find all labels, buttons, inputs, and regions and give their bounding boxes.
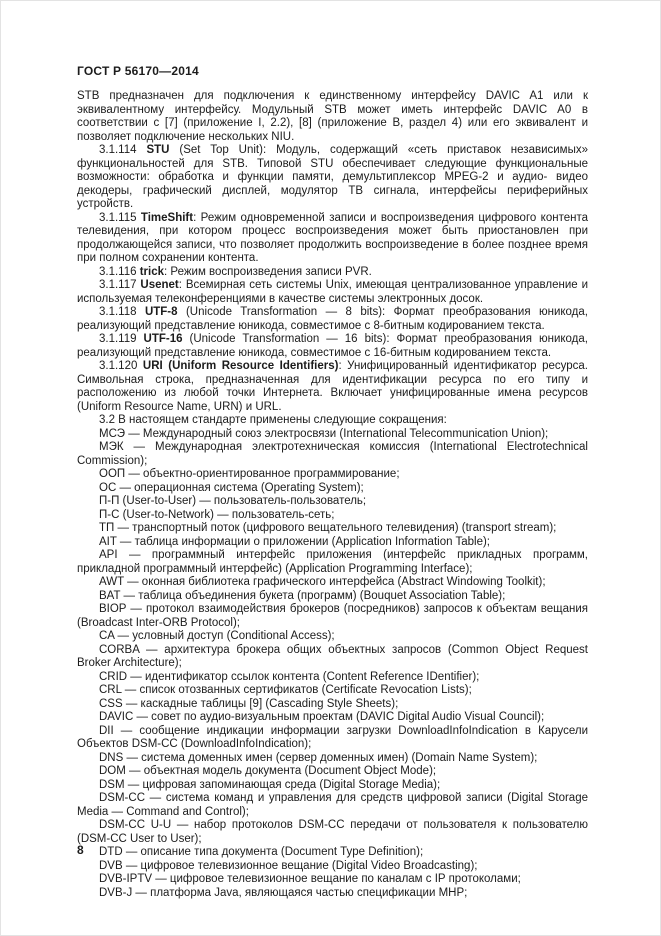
- paragraph: [77, 698, 588, 712]
- paragraph: [77, 684, 588, 698]
- paragraph: [77, 873, 588, 887]
- text-segment: (Unicode Transformation — 8 bits): Формат преобразования юникода, реализующий представление юникода, совместимое с 8-битным кодированием текста.: [77, 306, 588, 332]
- text-segment: DTD — описание типа документа (Document Type Definition);: [99, 846, 424, 858]
- text-segment: : Режим одновременной записи и воспроизведения цифрового контента телевидения, при котором процесс воспроизведения может быть приостановлен при продолжающейся записи, что позволяет продолжить воспроизведение в более позднее время при полном сохранении контента.: [77, 211, 588, 264]
- text-segment: DVB — цифровое телевизионное вещание (Digital Video Broadcasting);: [99, 859, 478, 872]
- paragraph: [77, 792, 588, 819]
- text-segment: DNS — система доменных имен (сервер доменных имен) (Domain Name System);: [99, 751, 538, 764]
- term-bold: URI (Uniform Resource Identifiers): [142, 360, 339, 372]
- paragraph: [77, 644, 588, 671]
- paragraph: [77, 212, 588, 266]
- paragraph: [77, 144, 588, 212]
- paragraph: [77, 887, 588, 901]
- term-bold: UTF-16: [143, 333, 183, 345]
- paragraph: [77, 482, 588, 496]
- paragraph: [77, 711, 588, 725]
- paragraph: [77, 846, 588, 860]
- paragraph: [77, 333, 588, 360]
- text-segment: DII — сообщение индикации информации загрузки DownloadInfoIndication в Карусели Объектов DSM-CC (DownloadInfoIndication);: [77, 724, 588, 750]
- text-segment: 3.1.118: [99, 306, 145, 318]
- term-bold: trick: [139, 265, 165, 278]
- text-segment: 3.1.115: [99, 211, 141, 224]
- text-segment: API — программный интерфейс приложения (интерфейс прикладных программ, прикладной программный интерфейс) (Application Programming Interface);: [77, 549, 588, 575]
- text-segment: AWT — оконная библиотека графического интерфейса (Abstract Windowing Toolkit);: [99, 576, 546, 588]
- paragraph: [77, 279, 588, 306]
- text-segment: BAT — таблица объединения букета (программ) (Bouquet Association Table);: [99, 589, 506, 602]
- text-segment: 3.1.114: [99, 144, 147, 156]
- paragraph: [77, 414, 588, 428]
- paragraph: [77, 441, 588, 468]
- term-bold: TimeShift: [140, 211, 194, 224]
- text-segment: (Unicode Transformation — 16 bits): Формат преобразования юникода, реализующий представление юникода, совместимое с 16-битным кодированием текста.: [77, 333, 588, 359]
- term-bold: UTF-8: [144, 306, 178, 318]
- document-header: ГОСТ Р 56170—2014: [77, 64, 199, 78]
- text-segment: МЭК — Международная электротехническая комиссия (International Electrotechnical Commission);: [77, 441, 588, 467]
- text-segment: DSM-CC U-U — набор протоколов DSM-CC передачи от пользователя к пользователю (DSM-CC User to User);: [77, 819, 588, 845]
- text-segment: : Унифицированный идентификатор ресурса. Символьная строка, предназначенная для идентификации ресурса по его типу и расположению из любой точки Интернета. Включает унифицированные имена ресурсов (Uniform Resource Name, URN) и URL.: [77, 360, 588, 413]
- paragraph: [77, 549, 588, 576]
- paragraph: [77, 306, 588, 333]
- paragraph: [77, 752, 588, 766]
- paragraph: [77, 630, 588, 644]
- text-segment: DVB-IPTV — цифровое телевизионное вещание по каналам с IP протоколами;: [99, 873, 521, 885]
- text-segment: 3.1.120: [99, 360, 143, 372]
- text-segment: BIOP — протокол взаимодействия брокеров (посредников) запросов к объектам вещания (Broadcast Inter-ORB Protocol);: [77, 603, 588, 629]
- paragraph: [77, 468, 588, 482]
- text-segment: 3.2 В настоящем стандарте применены следующие сокращения:: [99, 414, 447, 426]
- term-bold: Usenet: [140, 279, 179, 291]
- text-segment: DSM — цифровая запоминающая среда (Digital Storage Media);: [99, 778, 441, 791]
- paragraph: [77, 779, 588, 793]
- text-segment: 3.1.117: [99, 279, 141, 291]
- paragraph: [77, 509, 588, 523]
- text-segment: AIT — таблица информации о приложении (Application Information Table);: [99, 535, 490, 548]
- paragraph: [77, 522, 588, 536]
- text-segment: STB предназначен для подключения к единственному интерфейсу DAVIC A1 или к эквивалентному интерфейсу. Модульный STB может иметь интерфейс DAVIC A0 в соответствии с [7] (приложение I, 2.2), [8] (приложение B, раздел 4) или его эквивалент и позволяет подключение нескольких NIU.: [77, 90, 588, 143]
- text-segment: CSS — каскадные таблицы [9] (Cascading Style Sheets);: [99, 697, 399, 710]
- text-segment: (Set Top Unit): Модуль, содержащий «сеть приставок независимых» функциональностей для STB. Типовой STU обеспечивает следующие функциональные возможности: обработка и функции памяти, демультиплексор MPEG-2 и аудио- видео декодеры, графический дисплей, модулятор ТВ сигнала, интерфейсы периферийных устройств.: [77, 144, 588, 210]
- paragraph: [77, 860, 588, 874]
- text-segment: П-П (User-to-User) — пользователь-пользователь;: [99, 495, 367, 507]
- text-segment: CRL — список отозванных сертификатов (Certificate Revocation Lists);: [99, 684, 472, 696]
- paragraph: [77, 765, 588, 779]
- document-body: [77, 90, 588, 900]
- text-segment: МСЭ — Международный союз электросвязи (International Telecommunication Union);: [99, 427, 549, 440]
- paragraph: [77, 360, 588, 414]
- text-segment: 3.1.116: [99, 265, 140, 278]
- text-segment: DOM — объектная модель документа (Document Object Mode);: [99, 765, 437, 777]
- text-segment: ТП — транспортный поток (цифрового вещательного телевидения) (transport stream);: [99, 522, 557, 534]
- text-segment: : Всемирная сеть системы Unix, имеющая централизованное управление и используемая телеконференциями в качестве системы электронных досок.: [77, 279, 588, 305]
- text-segment: DVB-J — платформа Java, являющаяся частью спецификации MHP;: [99, 886, 468, 899]
- text-segment: DSM-CC — система команд и управления для средств цифровой записи (Digital Storage Media — Command and Control);: [77, 792, 588, 818]
- paragraph: [77, 266, 588, 280]
- paragraph: [77, 671, 588, 685]
- text-segment: CRID — идентификатор ссылок контента (Content Reference IDentifier);: [99, 670, 480, 683]
- paragraph: [77, 819, 588, 846]
- text-segment: ОС — операционная система (Operating System);: [99, 481, 364, 494]
- text-segment: CORBA — архитектура брокера общих объектных запросов (Common Object Request Broker Architecture);: [77, 643, 588, 669]
- page-number: 8: [77, 843, 84, 857]
- text-segment: ООП — объектно-ориентированное программирование;: [99, 468, 400, 480]
- paragraph: [77, 495, 588, 509]
- term-bold: STU: [146, 144, 170, 156]
- paragraph: [77, 536, 588, 550]
- text-segment: DAVIC — совет по аудио-визуальным проектам (DAVIC Digital Audio Visual Council);: [99, 711, 545, 723]
- text-segment: 3.1.119: [99, 333, 144, 345]
- text-segment: П-С (User-to-Network) — пользователь-сеть;: [99, 508, 335, 521]
- text-segment: CA — условный доступ (Conditional Access);: [99, 630, 335, 642]
- paragraph: [77, 428, 588, 442]
- paragraph: [77, 725, 588, 752]
- paragraph: [77, 90, 588, 144]
- paragraph: [77, 603, 588, 630]
- paragraph: [77, 590, 588, 604]
- paragraph: [77, 576, 588, 590]
- text-segment: : Режим воспроизведения записи PVR.: [164, 265, 372, 278]
